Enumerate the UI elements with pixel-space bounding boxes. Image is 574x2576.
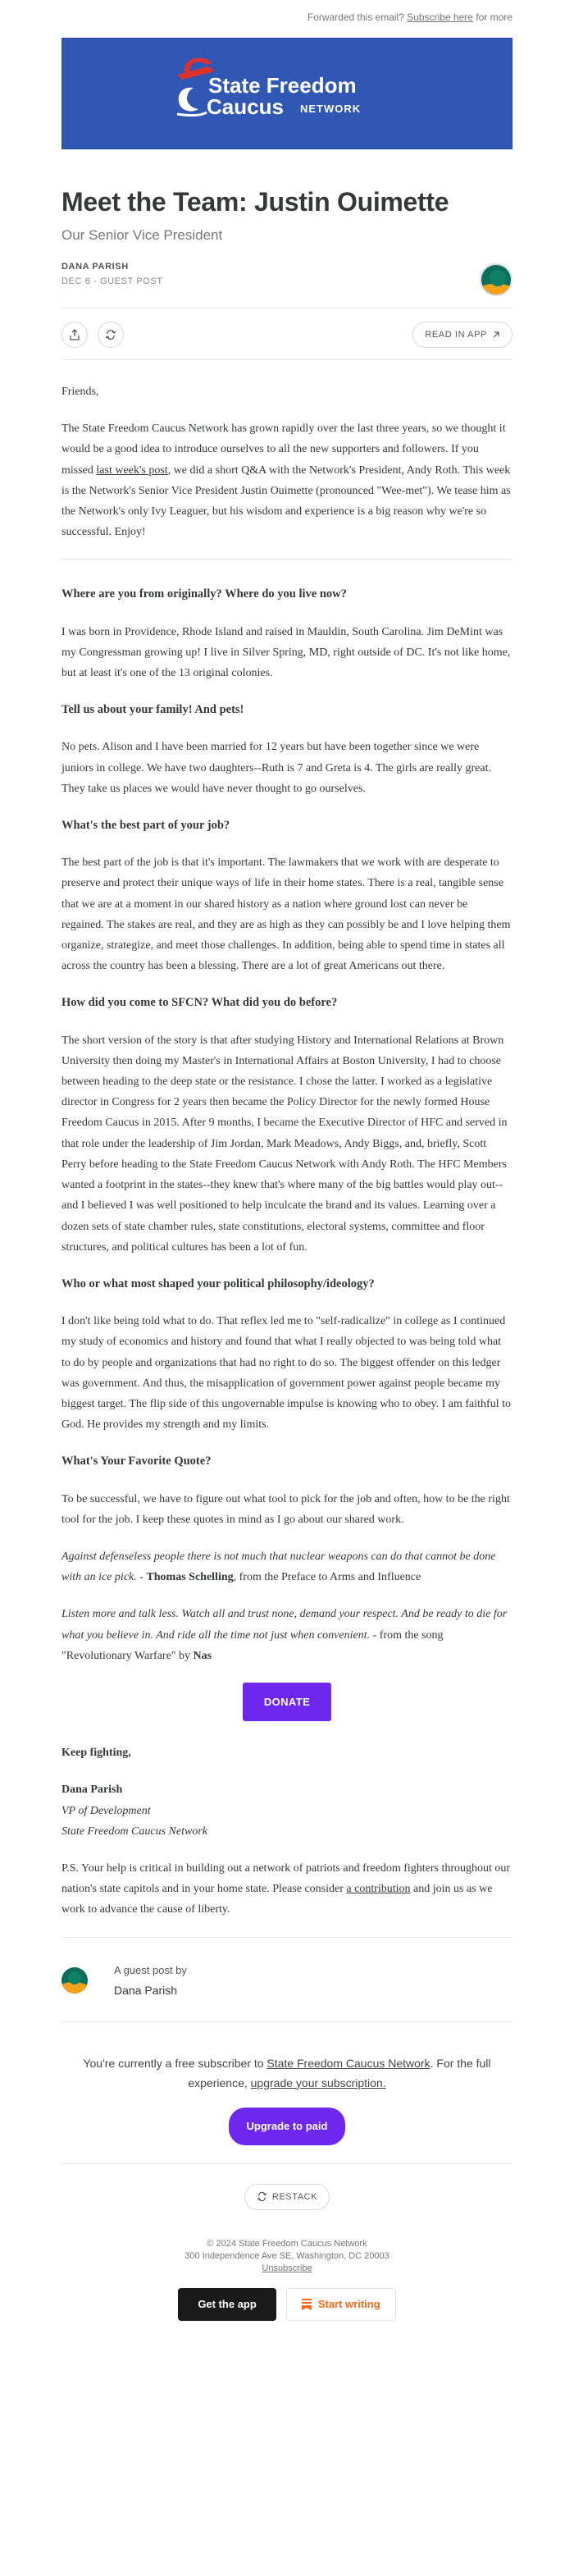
substack-icon — [302, 2299, 312, 2310]
post-title[interactable]: Meet the Team: Justin Ouimette — [61, 187, 449, 217]
unsubscribe-link[interactable]: Unsubscribe — [262, 2263, 312, 2273]
guest-post-card[interactable] — [61, 1937, 512, 2022]
upgrade-link[interactable]: upgrade your subscription. — [250, 2076, 386, 2090]
app-buttons — [61, 2288, 512, 2321]
guest-avatar[interactable] — [61, 1967, 88, 1994]
divider — [61, 559, 512, 560]
post-date: DEC 6 - GUEST POST — [61, 276, 163, 286]
logo-line1: State Freedom — [208, 73, 357, 98]
copyright: © 2024 State Freedom Caucus Network — [207, 2238, 367, 2249]
forward-text: Forwarded this email? — [307, 11, 404, 23]
arrow-up-right-icon — [492, 331, 500, 339]
quote-nas: Listen more and talk less. Watch all and trust none, demand your respect. And be ready to die for what you believe in. And ride all the time not just when convenient. - from the song "Revolutionary Warfare" by Nas — [61, 1608, 508, 1662]
signature-title: VP of Development — [61, 1804, 151, 1817]
share-icon — [69, 329, 80, 340]
header-banner[interactable] — [61, 38, 512, 149]
question-heading: Tell us about your family! And pets! — [61, 703, 244, 717]
answer-paragraph: No pets. Alison and I have been married for 12 years but have been together since we were juniors in college. We have two daughters--Ruth is 7 and Greta is 4. The girls are really great. They take us places we would have never thought to go ourselves. — [61, 741, 491, 795]
restack-button[interactable] — [98, 322, 124, 348]
upgrade-button[interactable]: Upgrade to paid — [229, 2108, 346, 2145]
share-button[interactable] — [61, 322, 88, 348]
answer-paragraph: The best part of the job is that it's important. The lawmakers that we work with are desperate to preserve and protect their unique ways of life in their home states. There is a real, tangible sense that we are at a moment in our shared history as a nation where ground lost can never be regained. The stakes are real, and they are as high as they can possibly be and I love helping them organize, strategize, and meet those challenges. In addition, being able to spend time in states all across the country has been a blessing. There are a lot of great Americans out there. — [61, 856, 511, 973]
last-week-post-link[interactable]: last week's post — [96, 464, 168, 477]
donate-wrap — [61, 1683, 512, 1721]
footer — [61, 2238, 512, 2321]
question-heading: What's Your Favorite Quote? — [61, 1455, 212, 1468]
signature-org: State Freedom Caucus Network — [61, 1825, 207, 1838]
restack-footer-button[interactable] — [244, 2184, 330, 2210]
email-container — [61, 0, 512, 2321]
question-heading: Where are you from originally? Where do you live now? — [61, 587, 347, 601]
post-subtitle: Our Senior Vice President — [61, 227, 223, 243]
restack-label: RESTACK — [271, 2191, 318, 2202]
answer-paragraph: To be successful, we have to figure out what tool to pick for the job and often, how to be the right tool for the job. I keep these quotes in mind as I go about our shared work. — [61, 1492, 510, 1526]
start-writing-label: Start writing — [317, 2298, 380, 2311]
donate-button[interactable]: DONATE — [243, 1683, 331, 1721]
guest-post-by: A guest post by — [114, 1963, 187, 1976]
logo-line2: Caucus — [207, 94, 284, 119]
start-writing-button[interactable] — [286, 2288, 396, 2321]
closing: Keep fighting, — [61, 1747, 131, 1760]
signature-name: Dana Parish — [61, 1784, 123, 1797]
read-in-app-label: READ IN APP — [425, 330, 487, 340]
question-heading: What's the best part of your job? — [61, 819, 230, 833]
answer-paragraph: I was born in Providence, Rhode Island and raised in Mauldin, South Carolina. Jim DeMint was my Congressman growing up! I live in Silver Spring, MD, right outside of DC. It's not like home, but at least it's one of the 13 original colonies. — [61, 625, 511, 680]
quote-schelling: Against defenseless people there is not much that nuclear weapons can do that cannot be done with an ice pick. - Thomas Schelling, from the Preface to Arms and Influence — [61, 1550, 496, 1584]
restack-icon — [257, 2191, 267, 2202]
divider — [61, 2163, 512, 2164]
contribution-link[interactable]: a contribution — [346, 1883, 411, 1896]
question-heading: How did you come to SFCN? What did you do before? — [61, 996, 338, 1010]
logo-line3: NETWORK — [300, 103, 362, 115]
subscribe-link[interactable]: Subscribe here — [407, 11, 473, 23]
author-name[interactable]: DANA PARISH — [61, 262, 129, 272]
question-heading: Who or what most shaped your political philosophy/ideology? — [61, 1277, 375, 1290]
author-avatar[interactable] — [480, 263, 512, 296]
forward-notice — [61, 0, 512, 33]
intro-paragraph: The State Freedom Caucus Network has grown rapidly over the last three years, so we thought it would be a good idea to introduce ourselves to all the new supporters and followers. If you missed last week's post, we did a short Q&A with the Network's President, Andy Roth. This week is the Network's Senior Vice President Justin Ouimette (pronounced "Wee-met"). We tease him as the Network's only Ivy Leaguer, but his wisdom and experience is a big reason why we're so successful. Enjoy! — [61, 422, 511, 539]
restack-wrap — [61, 2184, 512, 2210]
read-in-app-button[interactable] — [412, 322, 512, 348]
greeting: Friends, — [61, 386, 99, 398]
restack-icon — [105, 329, 116, 340]
subscription-text: You're currently a free subscriber to State Freedom Caucus Network. For the full experience, upgrade your subscription. — [83, 2056, 491, 2090]
answer-paragraph: The short version of the story is that after studying History and International Relations at Brown University then doing my Master's in International Affairs at Boston University, I had to choose between heading to the deep state or the resistance. I chose the latter. I worked as a legislative director in Congress for 2 years then became the Policy Director for the newly formed House Freedom Caucus in 2015. After 9 months, I became the Executive Director of HFC and served in that role under the leadership of Jim Jordan, Mark Meadows, Andy Biggs, and, briefly, Scott Perry before heading to the State Freedom Caucus Network with Andy Roth. The HFC Members wanted a footprint in the states--they knew that's where many of the big battles would play out--and I believed I was well positioned to help inculcate the brand and its values. Learning over a dozen sets of state chamber rules, state constitutions, electoral systems, committee and floor structures, and political cultures has been a lot of fun. — [61, 1034, 508, 1254]
answer-paragraph: I don't like being told what to do. That reflex led me to "self-radicalize" in college as I continued my study of economics and history and found that what I really objected to was being told what to do by people and organizations that had no right to do so. The biggest offender on this ledger was government. And thus, the misapplication of government power against people became my biggest target. The flip side of this ungovernable impulse is knowing who to obey. I am faithful to God. He provides my strength and my limits. — [61, 1315, 511, 1432]
forward-suffix: for more — [476, 11, 512, 23]
post-meta — [61, 262, 512, 298]
address: 300 Independence Ave SE, Washington, DC 20003 — [184, 2250, 390, 2261]
get-app-button[interactable]: Get the app — [178, 2288, 276, 2321]
sfcn-logo — [62, 39, 513, 150]
post-body — [61, 381, 512, 1921]
ps-paragraph: P.S. Your help is critical in building out a network of patriots and freedom fighters throughout our nation's state capitols and in your home state. Please consider a contribution and join us as we work to advance the cause of liberty. — [61, 1861, 511, 1916]
action-bar — [61, 308, 512, 360]
signature — [61, 1779, 512, 1842]
subscription-notice — [61, 2053, 512, 2145]
guest-author-name[interactable]: Dana Parish — [114, 1983, 178, 1997]
publication-link[interactable]: State Freedom Caucus Network — [266, 2056, 430, 2070]
